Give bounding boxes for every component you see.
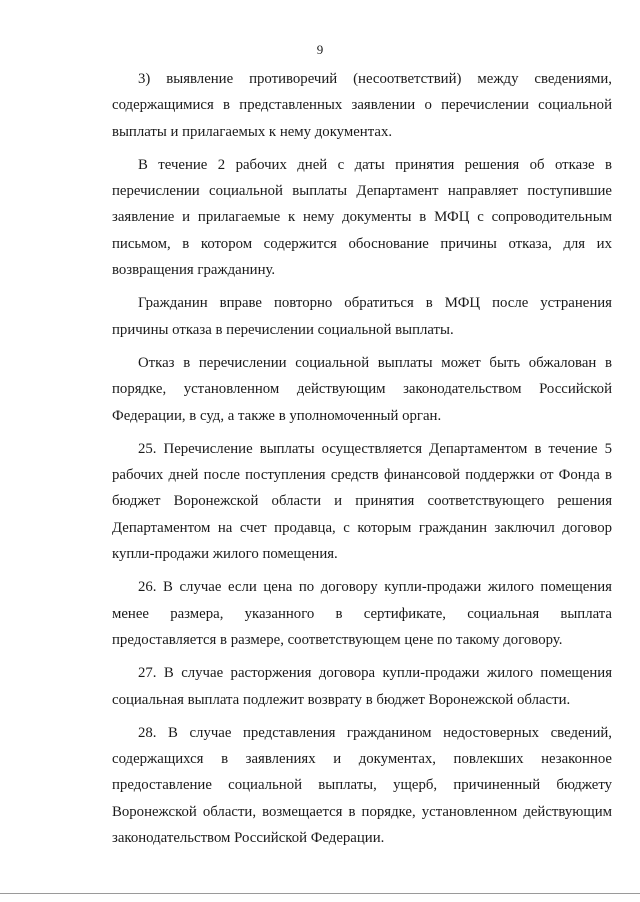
- paragraph-appeal: Отказ в перечислении социальной выплаты может быть обжалован в порядке, установленном действующим законодательством Российской Федерации, в суд, а также в уполномоченный орган.: [112, 354, 612, 424]
- page-bottom-divider: [0, 893, 640, 894]
- paragraph-27: 27. В случае расторжения договора купли-продажи жилого помещения социальная выплата подлежит возврату в бюджет Воронежской области.: [112, 665, 612, 708]
- paragraph-25: 25. Перечисление выплаты осуществляется Департаментом в течение 5 рабочих дней после поступления средств финансовой поддержки от Фонда в бюджет Воронежской области и принятия соответствующего решения Департаментом на счет продавца, с которым гражданин заключил договор купли-продажи жилого помещения.: [112, 440, 612, 563]
- document-body: [112, 66, 612, 858]
- paragraph-refusal-return: В течение 2 рабочих дней с даты принятия решения об отказе в перечислении социальной выплаты Департамент направляет поступившие заявление и прилагаемые к нему документы в МФЦ с сопроводительным письмом, в котором содержится обоснование причины отказа, для их возвращения гражданину.: [112, 156, 612, 279]
- paragraph-reapply: Гражданин вправе повторно обратиться в МФЦ после устранения причины отказа в перечислении социальной выплаты.: [112, 295, 612, 338]
- paragraph-28: 28. В случае представления гражданином недостоверных сведений, содержащихся в заявлениях и документах, повлекших незаконное предоставление социальной выплаты, ущерб, причиненный бюджету Воронежской области, возмещается в порядке, установленном действующим законодательством Российской Федерации.: [112, 724, 612, 847]
- page-number: 9: [316, 42, 324, 57]
- paragraph-26: 26. В случае если цена по договору купли-продажи жилого помещения менее размера, указанного в сертификате, социальная выплата предоставляется в размере, соответствующем цене по такому договору.: [112, 579, 612, 648]
- paragraph-item-3-conditions: 3) выявление противоречий (несоответствий) между сведениями, содержащимися в представленных заявлении о перечислении социальной выплаты и прилагаемых к нему документах.: [112, 71, 612, 140]
